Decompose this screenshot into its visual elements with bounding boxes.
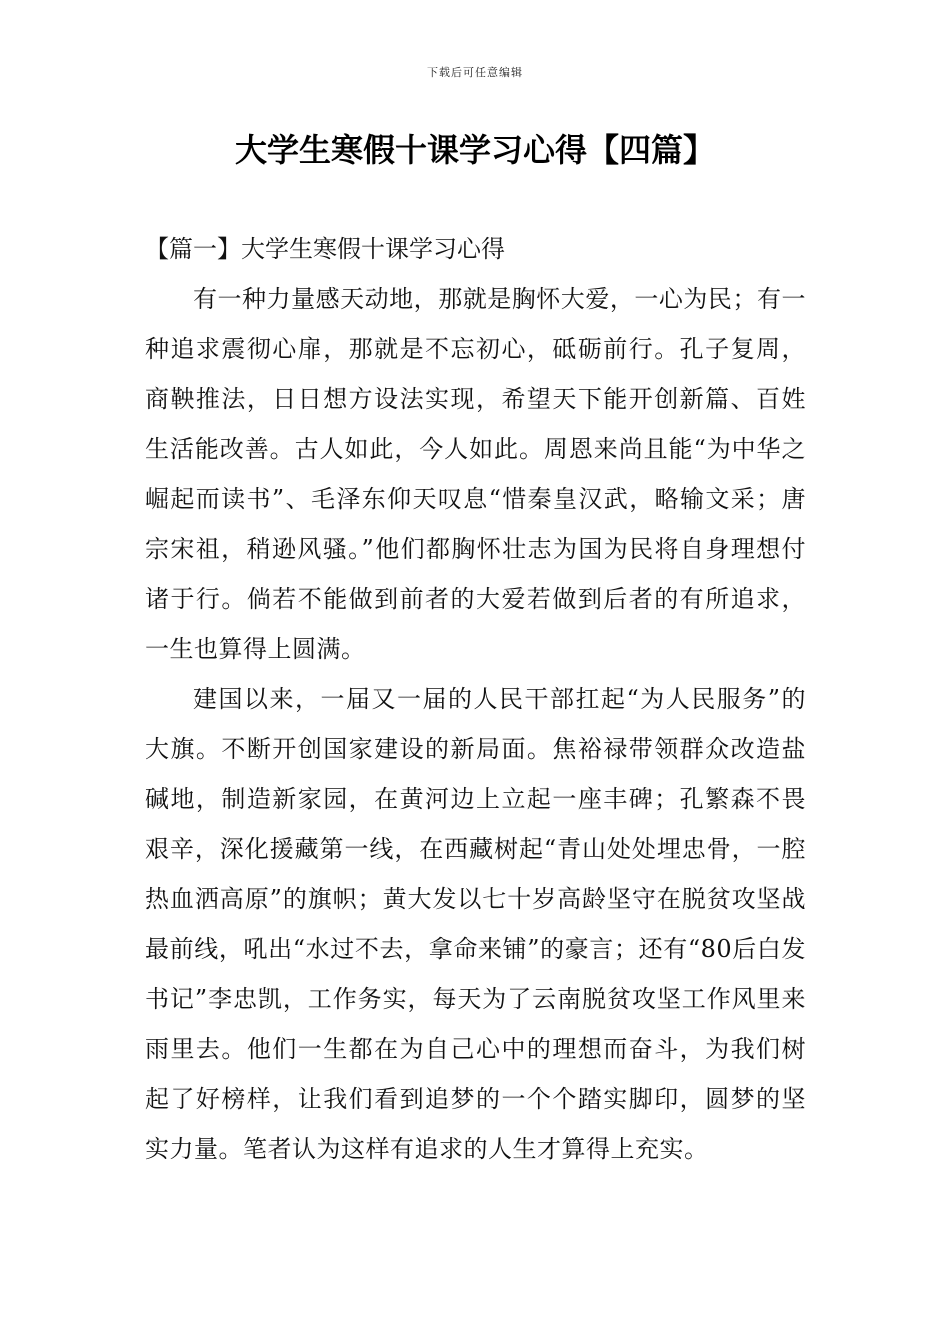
- document-body: [145, 224, 806, 1174]
- paragraph-2: 建国以来，一届又一届的人民干部扛起“为人民服务”的大旗。不断开创国家建设的新局面。焦裕禄带领群众改造盐碱地，制造新家园，在黄河边上立起一座丰碑；孔繁森不畏艰辛，深化援藏第一线，在西藏树起“青山处处埋忠骨，一腔热血洒高原”的旗帜；黄大发以七十岁高龄坚守在脱贫攻坚战最前线，吼出“水过不去，拿命来铺”的豪言；还有“80后白发书记”李忠凯，工作务实，每天为了云南脱贫攻坚工作风里来雨里去。他们一生都在为自己心中的理想而奋斗，为我们树起了好榜样，让我们看到追梦的一个个踏实脚印，圆梦的坚实力量。笔者认为这样有追求的人生才算得上充实。: [145, 685, 806, 1163]
- section-heading: 【篇一】大学生寒假十课学习心得: [145, 235, 505, 263]
- document-title: 大学生寒假十课学习心得【四篇】: [234, 131, 715, 169]
- paragraph-1: 有一种力量感天动地，那就是胸怀大爱，一心为民；有一种追求震彻心扉，那就是不忘初心，砥砺前行。孔子复周，商鞅推法，日日想方设法实现，希望天下能开创新篇、百姓生活能改善。古人如此，今人如此。周恩来尚且能“为中华之崛起而读书”、毛泽东仰天叹息“惜秦皇汉武，略输文采；唐宗宋祖，稍逊风骚。”他们都胸怀壮志为国为民将自身理想付诸于行。倘若不能做到前者的大爱若做到后者的有所追求，一生也算得上圆满。: [145, 285, 806, 663]
- header-note: 下载后可任意编辑: [427, 66, 523, 79]
